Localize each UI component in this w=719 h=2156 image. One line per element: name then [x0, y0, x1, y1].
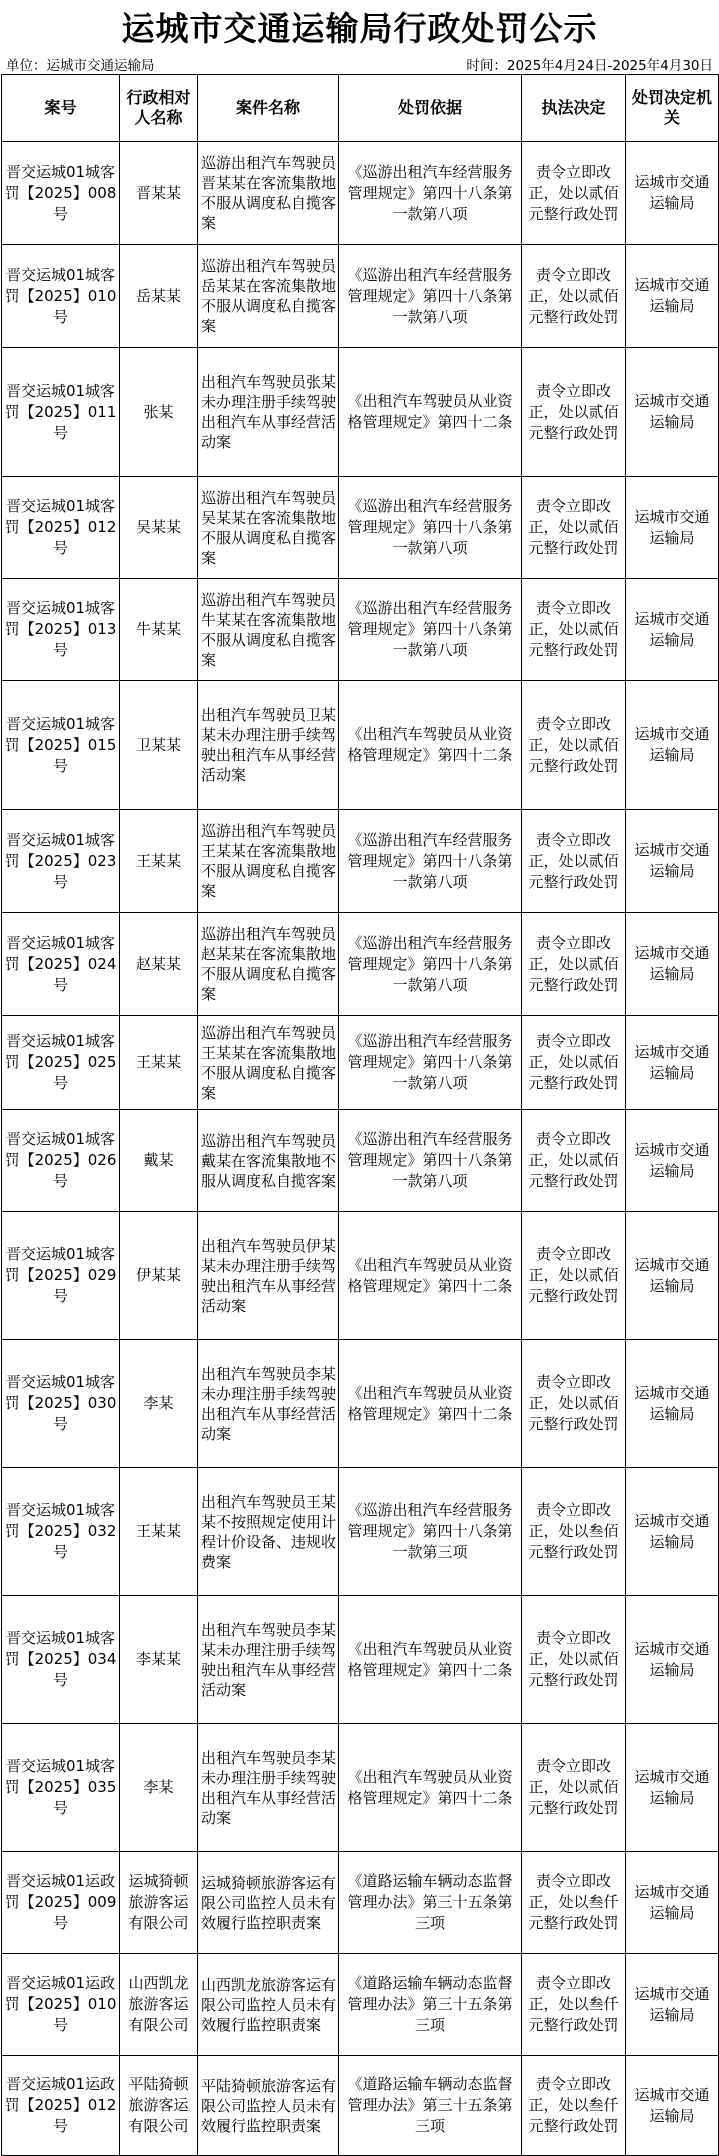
time-range: 时间：2025年4月24日-2025年4月30日	[466, 58, 713, 74]
cell-case-name: 巡游出租汽车驾驶员王某某在客流集散地不服从调度私自揽客案	[198, 1016, 339, 1110]
cell-case-no: 晋交运城01运政罚【2025】010号	[2, 1954, 120, 2056]
cell-basis: 《巡游出租汽车经营服务管理规定》第四十八条第一款第八项	[339, 1110, 522, 1212]
cell-case-no: 晋交运城01城客罚【2025】011号	[2, 348, 120, 477]
cell-authority: 运城市交通运输局	[626, 477, 719, 579]
cell-basis: 《巡游出租汽车经营服务管理规定》第四十八条第一款第八项	[339, 579, 522, 681]
header-party: 行政相对人名称	[120, 75, 198, 142]
cell-party: 晋某某	[120, 142, 198, 245]
table-row	[2, 1212, 719, 1340]
cell-basis: 《出租汽车驾驶员从业资格管理规定》第四十二条	[339, 681, 522, 810]
header-case-no: 案号	[2, 75, 120, 142]
cell-case-no: 晋交运城01运政罚【2025】009号	[2, 1852, 120, 1954]
header-authority: 处罚决定机关	[626, 75, 719, 142]
cell-authority: 运城市交通运输局	[626, 1954, 719, 2056]
cell-decision: 责令立即改正，处以贰佰元整行政处罚	[522, 1340, 626, 1468]
cell-decision: 责令立即改正，处以贰佰元整行政处罚	[522, 1016, 626, 1110]
cell-case-name: 巡游出租汽车驾驶员赵某某在客流集散地不服从调度私自揽客案	[198, 913, 339, 1016]
cell-case-no: 晋交运城01城客罚【2025】025号	[2, 1016, 120, 1110]
cell-party: 李某	[120, 1724, 198, 1852]
cell-basis: 《出租汽车驾驶员从业资格管理规定》第四十二条	[339, 1724, 522, 1852]
cell-case-name: 巡游出租汽车驾驶员晋某某在客流集散地不服从调度私自揽客案	[198, 142, 339, 245]
table-row	[2, 142, 719, 245]
cell-case-name: 运城猗顿旅游客运有限公司监控人员未有效履行监控职责案	[198, 1852, 339, 1954]
header-decision: 执法决定	[522, 75, 626, 142]
cell-authority: 运城市交通运输局	[626, 245, 719, 348]
cell-basis: 《出租汽车驾驶员从业资格管理规定》第四十二条	[339, 1212, 522, 1340]
table-row	[2, 681, 719, 810]
cell-decision: 责令立即改正，处以贰佰元整行政处罚	[522, 1110, 626, 1212]
cell-decision: 责令立即改正，处以叁佰元整行政处罚	[522, 1468, 626, 1596]
table-row	[2, 1340, 719, 1468]
cell-authority: 运城市交通运输局	[626, 1724, 719, 1852]
cell-party: 戴某	[120, 1110, 198, 1212]
cell-case-name: 巡游出租汽车驾驶员牛某某在客流集散地不服从调度私自揽客案	[198, 579, 339, 681]
cell-party: 张某	[120, 348, 198, 477]
table-row	[2, 1016, 719, 1110]
table-row	[2, 579, 719, 681]
cell-decision: 责令立即改正，处以贰佰元整行政处罚	[522, 810, 626, 913]
cell-party: 山西凯龙旅游客运有限公司	[120, 1954, 198, 2056]
cell-authority: 运城市交通运输局	[626, 1468, 719, 1596]
cell-party: 王某某	[120, 1016, 198, 1110]
cell-decision: 责令立即改正，处以贰佰元整行政处罚	[522, 681, 626, 810]
cell-authority: 运城市交通运输局	[626, 1852, 719, 1954]
cell-case-no: 晋交运城01城客罚【2025】008号	[2, 142, 120, 245]
cell-party: 运城猗顿旅游客运有限公司	[120, 1852, 198, 1954]
table-row	[2, 1852, 719, 1954]
cell-basis: 《巡游出租汽车经营服务管理规定》第四十八条第一款第八项	[339, 477, 522, 579]
table-row	[2, 1110, 719, 1212]
cell-basis: 《道路运输车辆动态监督管理办法》第三十五条第三项	[339, 1954, 522, 2056]
cell-case-name: 出租汽车驾驶员李某某未办理注册手续驾驶出租汽车从事经营活动案	[198, 1596, 339, 1724]
cell-party: 卫某某	[120, 681, 198, 810]
cell-case-no: 晋交运城01城客罚【2025】024号	[2, 913, 120, 1016]
cell-case-name: 山西凯龙旅游客运有限公司监控人员未有效履行监控职责案	[198, 1954, 339, 2056]
cell-case-name: 巡游出租汽车驾驶员吴某某在客流集散地不服从调度私自揽客案	[198, 477, 339, 579]
cell-party: 赵某某	[120, 913, 198, 1016]
cell-authority: 运城市交通运输局	[626, 1340, 719, 1468]
cell-party: 牛某某	[120, 579, 198, 681]
cell-basis: 《巡游出租汽车经营服务管理规定》第四十八条第一款第八项	[339, 245, 522, 348]
cell-decision: 责令立即改正，处以叁仟元整行政处罚	[522, 2056, 626, 2156]
cell-authority: 运城市交通运输局	[626, 2056, 719, 2156]
cell-basis: 《巡游出租汽车经营服务管理规定》第四十八条第一款第八项	[339, 913, 522, 1016]
cell-authority: 运城市交通运输局	[626, 681, 719, 810]
cell-basis: 《出租汽车驾驶员从业资格管理规定》第四十二条	[339, 1596, 522, 1724]
cell-case-no: 晋交运城01城客罚【2025】015号	[2, 681, 120, 810]
table-row	[2, 348, 719, 477]
cell-authority: 运城市交通运输局	[626, 1110, 719, 1212]
cell-authority: 运城市交通运输局	[626, 1596, 719, 1724]
cell-case-no: 晋交运城01城客罚【2025】026号	[2, 1110, 120, 1212]
cell-party: 李某	[120, 1340, 198, 1468]
cell-decision: 责令立即改正，处以贰佰元整行政处罚	[522, 245, 626, 348]
cell-basis: 《巡游出租汽车经营服务管理规定》第四十八条第一款第八项	[339, 810, 522, 913]
cell-case-no: 晋交运城01城客罚【2025】012号	[2, 477, 120, 579]
cell-authority: 运城市交通运输局	[626, 142, 719, 245]
cell-case-name: 巡游出租汽车驾驶员岳某某在客流集散地不服从调度私自揽客案	[198, 245, 339, 348]
cell-decision: 责令立即改正，处以贰佰元整行政处罚	[522, 348, 626, 477]
cell-case-name: 出租汽车驾驶员伊某某未办理注册手续驾驶出租汽车从事经营活动案	[198, 1212, 339, 1340]
cell-basis: 《出租汽车驾驶员从业资格管理规定》第四十二条	[339, 1340, 522, 1468]
cell-party: 王某某	[120, 810, 198, 913]
cell-basis: 《出租汽车驾驶员从业资格管理规定》第四十二条	[339, 348, 522, 477]
cell-decision: 责令立即改正，处以叁仟元整行政处罚	[522, 1954, 626, 2056]
header-basis: 处罚依据	[339, 75, 522, 142]
cell-authority: 运城市交通运输局	[626, 348, 719, 477]
header-case-name: 案件名称	[198, 75, 339, 142]
cell-basis: 《巡游出租汽车经营服务管理规定》第四十八条第一款第八项	[339, 142, 522, 245]
cell-case-no: 晋交运城01城客罚【2025】023号	[2, 810, 120, 913]
table-row	[2, 477, 719, 579]
issuing-unit: 单位：运城市交通运输局	[6, 58, 155, 74]
meta-line	[0, 52, 719, 74]
table-row	[2, 2056, 719, 2156]
cell-case-no: 晋交运城01城客罚【2025】013号	[2, 579, 120, 681]
cell-party: 岳某某	[120, 245, 198, 348]
cell-decision: 责令立即改正，处以叁仟元整行政处罚	[522, 1852, 626, 1954]
cell-decision: 责令立即改正，处以贰佰元整行政处罚	[522, 579, 626, 681]
cell-party: 平陆猗顿旅游客运有限公司	[120, 2056, 198, 2156]
cell-basis: 《道路运输车辆动态监督管理办法》第三十五条第三项	[339, 1852, 522, 1954]
cell-decision: 责令立即改正，处以贰佰元整行政处罚	[522, 1212, 626, 1340]
cell-case-name: 出租汽车驾驶员张某未办理注册手续驾驶出租汽车从事经营活动案	[198, 348, 339, 477]
table-row	[2, 1724, 719, 1852]
page-title: 运城市交通运输局行政处罚公示	[121, 8, 598, 48]
cell-basis: 《道路运输车辆动态监督管理办法》第三十五条第三项	[339, 2056, 522, 2156]
cell-case-no: 晋交运城01城客罚【2025】030号	[2, 1340, 120, 1468]
cell-case-name: 巡游出租汽车驾驶员戴某在客流集散地不服从调度私自揽客案	[198, 1110, 339, 1212]
cell-case-name: 出租汽车驾驶员李某未办理注册手续驾驶出租汽车从事经营活动案	[198, 1340, 339, 1468]
cell-case-no: 晋交运城01运政罚【2025】012号	[2, 2056, 120, 2156]
table-row	[2, 1468, 719, 1596]
cell-case-name: 平陆猗顿旅游客运有限公司监控人员未有效履行监控职责案	[198, 2056, 339, 2156]
table-row	[2, 1596, 719, 1724]
cell-case-no: 晋交运城01城客罚【2025】034号	[2, 1596, 120, 1724]
cell-decision: 责令立即改正，处以贰佰元整行政处罚	[522, 913, 626, 1016]
table-header-row	[2, 75, 719, 142]
cell-decision: 责令立即改正，处以贰佰元整行政处罚	[522, 477, 626, 579]
table-row	[2, 913, 719, 1016]
cell-party: 吴某某	[120, 477, 198, 579]
cell-case-no: 晋交运城01城客罚【2025】032号	[2, 1468, 120, 1596]
cell-decision: 责令立即改正，处以贰佰元整行政处罚	[522, 1596, 626, 1724]
cell-party: 李某某	[120, 1596, 198, 1724]
cell-case-name: 出租汽车驾驶员王某某不按照规定使用计程计价设备、违规收费案	[198, 1468, 339, 1596]
cell-case-name: 巡游出租汽车驾驶员王某某在客流集散地不服从调度私自揽客案	[198, 810, 339, 913]
cell-authority: 运城市交通运输局	[626, 579, 719, 681]
cell-authority: 运城市交通运输局	[626, 913, 719, 1016]
cell-basis: 《巡游出租汽车经营服务管理规定》第四十八条第一款第八项	[339, 1016, 522, 1110]
table-row	[2, 810, 719, 913]
cell-authority: 运城市交通运输局	[626, 1016, 719, 1110]
cell-decision: 责令立即改正，处以贰佰元整行政处罚	[522, 1724, 626, 1852]
penalty-table	[1, 74, 719, 2156]
cell-authority: 运城市交通运输局	[626, 1212, 719, 1340]
table-row	[2, 245, 719, 348]
cell-case-name: 出租汽车驾驶员卫某某未办理注册手续驾驶出租汽车从事经营活动案	[198, 681, 339, 810]
cell-case-no: 晋交运城01城客罚【2025】029号	[2, 1212, 120, 1340]
cell-case-no: 晋交运城01城客罚【2025】010号	[2, 245, 120, 348]
cell-party: 王某某	[120, 1468, 198, 1596]
table-row	[2, 1954, 719, 2056]
cell-case-name: 出租汽车驾驶员李某未办理注册手续驾驶出租汽车从事经营活动案	[198, 1724, 339, 1852]
cell-basis: 《巡游出租汽车经营服务管理规定》第四十八条第一款第三项	[339, 1468, 522, 1596]
cell-party: 伊某某	[120, 1212, 198, 1340]
cell-authority: 运城市交通运输局	[626, 810, 719, 913]
cell-decision: 责令立即改正，处以贰佰元整行政处罚	[522, 142, 626, 245]
cell-case-no: 晋交运城01城客罚【2025】035号	[2, 1724, 120, 1852]
